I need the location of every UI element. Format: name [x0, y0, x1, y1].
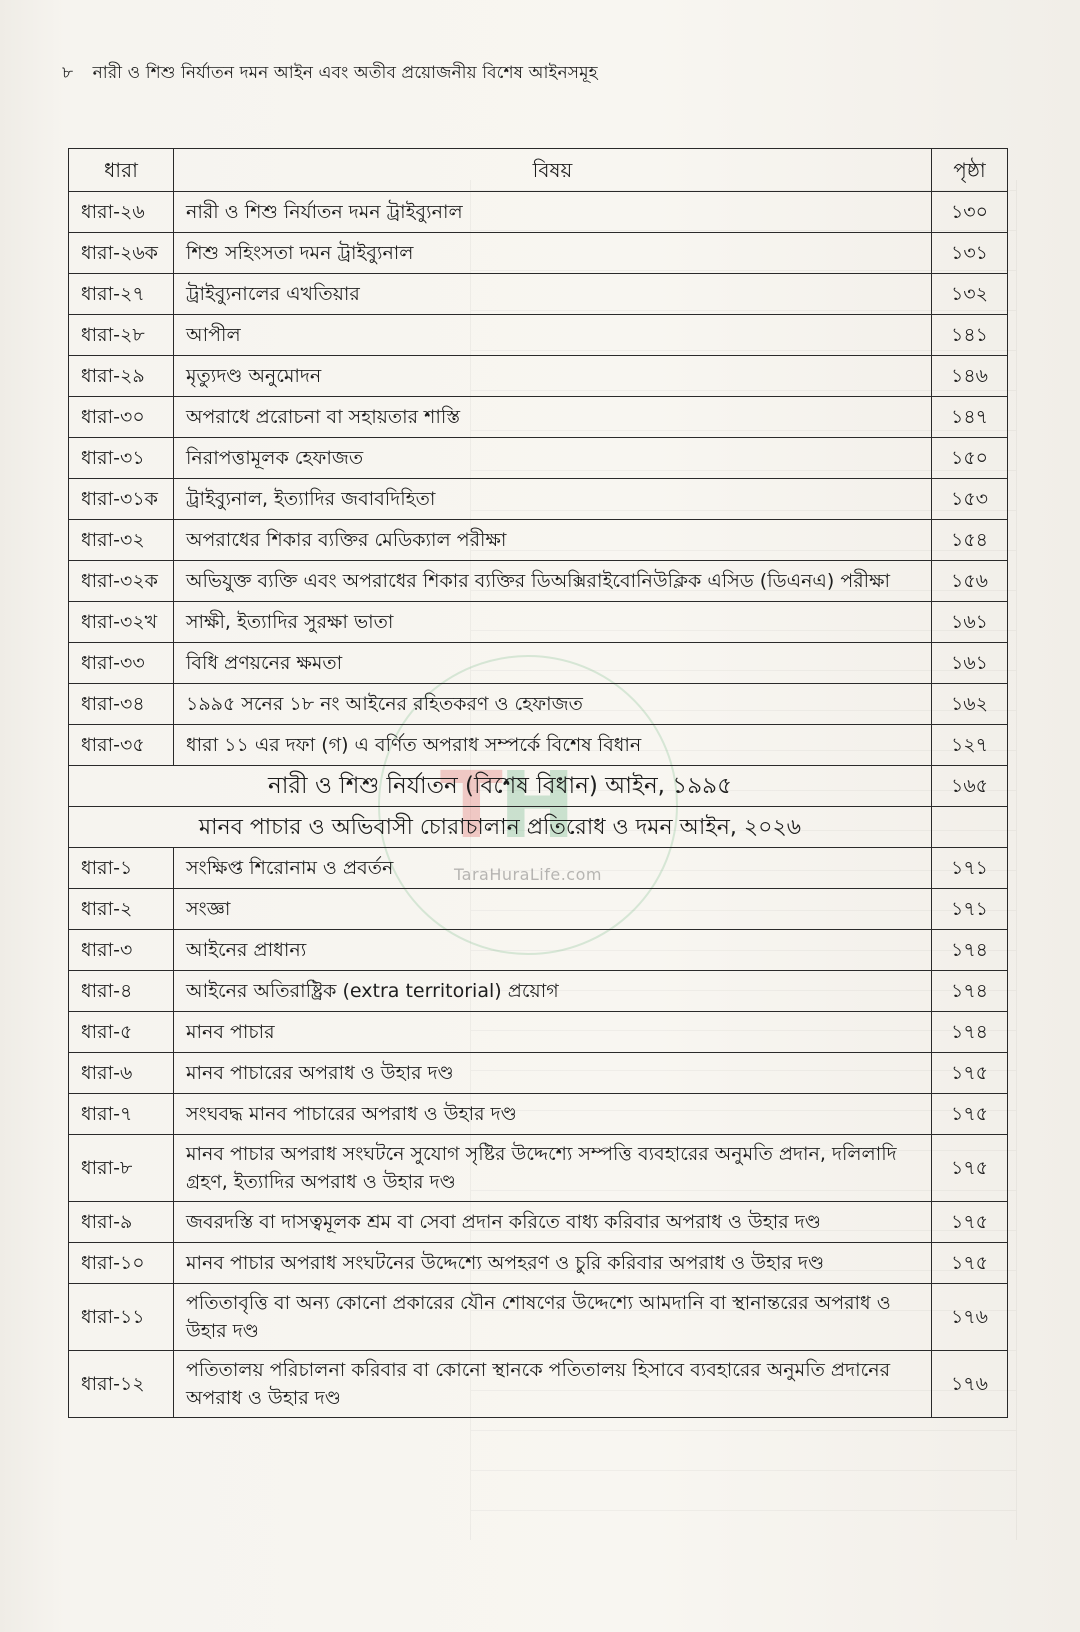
section-cell: ধারা-৪ — [69, 971, 174, 1012]
subject-cell: সংজ্ঞা — [174, 889, 932, 930]
page-cell: ১৬১ — [932, 643, 1008, 684]
table-body-law-titles — [69, 766, 1008, 848]
page-cell: ১৩০ — [932, 192, 1008, 233]
section-cell: ধারা-৩২ক — [69, 561, 174, 602]
page-cell: ১৫৩ — [932, 479, 1008, 520]
section-cell: ধারা-২৭ — [69, 274, 174, 315]
law-title-row — [69, 807, 1008, 848]
section-cell: ধারা-৩২খ — [69, 602, 174, 643]
subject-cell: আপীল — [174, 315, 932, 356]
section-cell: ধারা-৩০ — [69, 397, 174, 438]
header-section: ধারা — [69, 149, 174, 192]
subject-cell: জবরদস্তি বা দাসত্বমূলক শ্রম বা সেবা প্রদান করিতে বাধ্য করিবার অপরাধ ও উহার দণ্ড — [174, 1202, 932, 1243]
subject-cell: অভিযুক্ত ব্যক্তি এবং অপরাধের শিকার ব্যক্তির ডিঅক্সিরাইবোনিউক্লিক এসিড (ডিএনএ) পরীক্ষা — [174, 561, 932, 602]
law-title-1995: নারী ও শিশু নির্যাতন (বিশেষ বিধান) আইন, ১৯৯৫ — [69, 766, 932, 807]
page-cell: ১৭৬ — [932, 1351, 1008, 1418]
section-cell: ধারা-১০ — [69, 1243, 174, 1284]
table-row — [69, 602, 1008, 643]
table-row — [69, 1135, 1008, 1202]
table-body-part2 — [69, 848, 1008, 1418]
table-row — [69, 479, 1008, 520]
page-cell: ১৭৪ — [932, 930, 1008, 971]
table-row — [69, 561, 1008, 602]
section-cell: ধারা-১১ — [69, 1284, 174, 1351]
section-cell: ধারা-২৯ — [69, 356, 174, 397]
page-cell: ১৬২ — [932, 684, 1008, 725]
bleed-line — [471, 1510, 1016, 1511]
subject-cell: সংক্ষিপ্ত শিরোনাম ও প্রবর্তন — [174, 848, 932, 889]
section-cell: ধারা-৬ — [69, 1053, 174, 1094]
table-row — [69, 520, 1008, 561]
subject-cell: নারী ও শিশু নির্যাতন দমন ট্রাইব্যুনাল — [174, 192, 932, 233]
table-row — [69, 889, 1008, 930]
section-cell: ধারা-৯ — [69, 1202, 174, 1243]
law-title-row — [69, 766, 1008, 807]
table-row — [69, 438, 1008, 479]
section-cell: ধারা-৩২ — [69, 520, 174, 561]
page-cell: ১৩১ — [932, 233, 1008, 274]
subject-cell: অপরাধে প্ররোচনা বা সহায়তার শাস্তি — [174, 397, 932, 438]
subject-cell: মানব পাচারের অপরাধ ও উহার দণ্ড — [174, 1053, 932, 1094]
section-cell: ধারা-১ — [69, 848, 174, 889]
page-cell: ১৪৭ — [932, 397, 1008, 438]
subject-cell: অপরাধের শিকার ব্যক্তির মেডিক্যাল পরীক্ষা — [174, 520, 932, 561]
page-cell: ১৭৫ — [932, 1202, 1008, 1243]
table-row — [69, 1053, 1008, 1094]
subject-cell: আইনের প্রাধান্য — [174, 930, 932, 971]
page-cell: ১৩২ — [932, 274, 1008, 315]
subject-cell: শিশু সহিংসতা দমন ট্রাইব্যুনাল — [174, 233, 932, 274]
section-cell: ধারা-৩১ — [69, 438, 174, 479]
contents-table — [68, 148, 1008, 1418]
section-cell: ধারা-৩১ক — [69, 479, 174, 520]
page-cell: ১৭৪ — [932, 1012, 1008, 1053]
subject-cell: সংঘবদ্ধ মানব পাচারের অপরাধ ও উহার দণ্ড — [174, 1094, 932, 1135]
subject-cell: পতিতালয় পরিচালনা করিবার বা কোনো স্থানকে পতিতালয় হিসাবে ব্যবহারের অনুমতি প্রদানের অপরাধ ও উহার দণ্ড — [174, 1351, 932, 1418]
subject-cell: আইনের অতিরাষ্ট্রিক (extra territorial) প্রয়োগ — [174, 971, 932, 1012]
bleed-line — [471, 1430, 1016, 1431]
running-head — [62, 60, 598, 88]
law-title-1995-page: ১৬৫ — [932, 766, 1008, 807]
page-cell: ১৭৫ — [932, 1243, 1008, 1284]
page-cell: ১৭১ — [932, 889, 1008, 930]
table-body-part1 — [69, 192, 1008, 766]
section-cell: ধারা-৩৩ — [69, 643, 174, 684]
page-cell: ১৭৪ — [932, 971, 1008, 1012]
page-cell: ১৫০ — [932, 438, 1008, 479]
subject-cell: মানব পাচার — [174, 1012, 932, 1053]
page-cell: ১৭৫ — [932, 1135, 1008, 1202]
table-row — [69, 1094, 1008, 1135]
subject-cell: বিধি প্রণয়নের ক্ষমতা — [174, 643, 932, 684]
watermark-site: TaraHuraLife.com — [454, 865, 602, 884]
table-row — [69, 315, 1008, 356]
section-cell: ধারা-২৮ — [69, 315, 174, 356]
section-cell: ধারা-২ — [69, 889, 174, 930]
page-cell: ১৭৬ — [932, 1284, 1008, 1351]
page-cell: ১৬১ — [932, 602, 1008, 643]
table-row — [69, 356, 1008, 397]
page-cell: ১৫৬ — [932, 561, 1008, 602]
subject-cell: ট্রাইব্যুনালের এখতিয়ার — [174, 274, 932, 315]
law-title-trafficking: মানব পাচার ও অভিবাসী চোরাচালান প্রতিরোধ ও দমন আইন, ২০২৬ — [69, 807, 932, 848]
subject-cell: পতিতাবৃত্তি বা অন্য কোনো প্রকারের যৌন শোষণের উদ্দেশ্যে আমদানি বা স্থানান্তরের অপরাধ ও উহার দণ্ড — [174, 1284, 932, 1351]
table-row — [69, 1012, 1008, 1053]
subject-cell: ট্রাইব্যুনাল, ইত্যাদির জবাবদিহিতা — [174, 479, 932, 520]
watermark-logo: TH — [440, 752, 572, 859]
section-cell: ধারা-২৬ক — [69, 233, 174, 274]
subject-cell: নিরাপত্তামূলক হেফাজত — [174, 438, 932, 479]
table-row — [69, 1284, 1008, 1351]
subject-cell: মানব পাচার অপরাধ সংঘটনের উদ্দেশ্যে অপহরণ ও চুরি করিবার অপরাধ ও উহার দণ্ড — [174, 1243, 932, 1284]
page-cell: ১৫৪ — [932, 520, 1008, 561]
page-number: ৮ — [62, 63, 74, 83]
table-row — [69, 643, 1008, 684]
table-row — [69, 274, 1008, 315]
section-cell: ধারা-৩৫ — [69, 725, 174, 766]
subject-cell: সাক্ষী, ইত্যাদির সুরক্ষা ভাতা — [174, 602, 932, 643]
bleed-line — [471, 1470, 1016, 1471]
subject-cell: ধারা ১১ এর দফা (গ) এ বর্ণিত অপরাধ সম্পর্কে বিশেষ বিধান — [174, 725, 932, 766]
table-row — [69, 725, 1008, 766]
page-cell: ১৪১ — [932, 315, 1008, 356]
table-row — [69, 1202, 1008, 1243]
section-cell: ধারা-১২ — [69, 1351, 174, 1418]
page-cell: ১২৭ — [932, 725, 1008, 766]
section-cell: ধারা-৩৪ — [69, 684, 174, 725]
section-cell: ধারা-৮ — [69, 1135, 174, 1202]
law-title-trafficking-page — [932, 807, 1008, 848]
table-row — [69, 192, 1008, 233]
header-subject: বিষয় — [174, 149, 932, 192]
table-row — [69, 1243, 1008, 1284]
table-row — [69, 1351, 1008, 1418]
page-cell: ১৪৬ — [932, 356, 1008, 397]
section-cell: ধারা-২৬ — [69, 192, 174, 233]
subject-cell: মানব পাচার অপরাধ সংঘটনে সুযোগ সৃষ্টির উদ্দেশ্যে সম্পত্তি ব্যবহারের অনুমতি প্রদান, দলিলাদি গ্রহণ, ইত্যাদির অপরাধ ও উহার দণ্ড — [174, 1135, 932, 1202]
header-page: পৃষ্ঠা — [932, 149, 1008, 192]
page-cell: ১৭১ — [932, 848, 1008, 889]
page-cell: ১৭৫ — [932, 1053, 1008, 1094]
section-cell: ধারা-৫ — [69, 1012, 174, 1053]
section-cell: ধারা-৭ — [69, 1094, 174, 1135]
table-row — [69, 848, 1008, 889]
section-cell: ধারা-৩ — [69, 930, 174, 971]
book-title: নারী ও শিশু নির্যাতন দমন আইন এবং অতীব প্রয়োজনীয় বিশেষ আইনসমূহ — [92, 63, 598, 83]
subject-cell: মৃত্যুদণ্ড অনুমোদন — [174, 356, 932, 397]
subject-cell: ১৯৯৫ সনের ১৮ নং আইনের রহিতকরণ ও হেফাজত — [174, 684, 932, 725]
table-row — [69, 971, 1008, 1012]
table-row — [69, 233, 1008, 274]
page-cell: ১৭৫ — [932, 1094, 1008, 1135]
table-row — [69, 684, 1008, 725]
table-header-row — [69, 149, 1008, 192]
table-row — [69, 397, 1008, 438]
table-row — [69, 930, 1008, 971]
